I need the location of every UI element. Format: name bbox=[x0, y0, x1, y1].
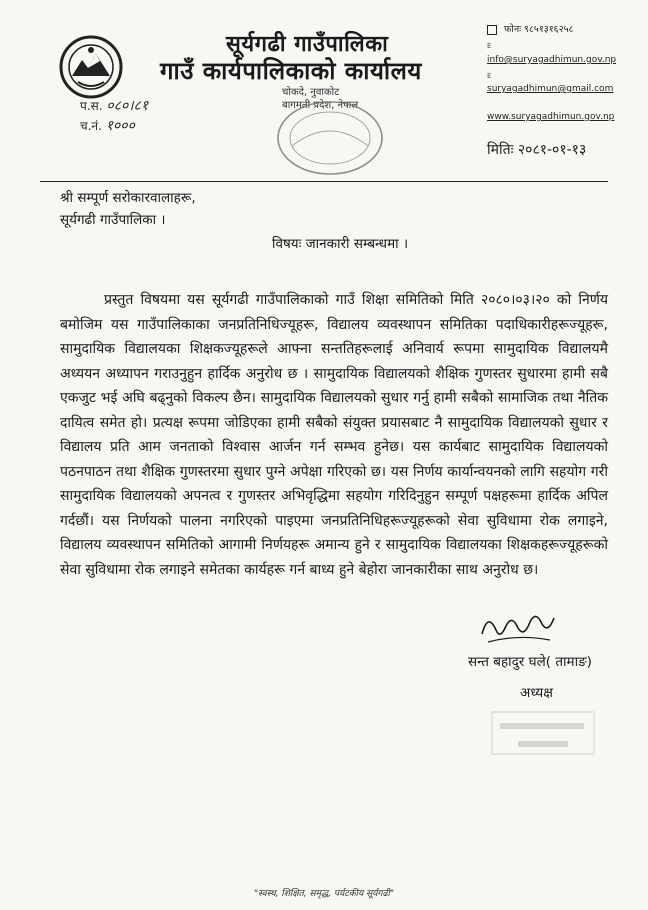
name-seal-stamp bbox=[488, 708, 598, 758]
office-stamp bbox=[270, 96, 390, 180]
gmail-link[interactable]: suryagadhimun@gmail.com bbox=[487, 84, 614, 94]
signatory-title: अध्यक्ष bbox=[520, 685, 553, 701]
municipality-name: सूर्यगढी गाउँपालिका bbox=[226, 32, 389, 57]
email-tag: E bbox=[487, 42, 492, 50]
reference-cn: च.नं. १००० bbox=[80, 118, 135, 134]
recipient-line-1: श्री सम्पूर्ण सरोकारवालाहरू, bbox=[60, 190, 196, 206]
signatory-name: सन्त बहादुर घले( तामाङ) bbox=[468, 654, 592, 670]
phone-contact: फोनः ९८५१३१६२५८ bbox=[487, 22, 573, 35]
header-divider bbox=[40, 181, 608, 182]
letter-body: प्रस्तुत विषयमा यस सूर्यगढी गाउँपालिकाको गाउँ शिक्षा समितिको मिति २०८०।०३।२० को निर्णय बमोजिम यस गाउँपालिकाका जनप्रतिनिधिज्यूहरू, विद्यालय व्यवस्थापन समितिका पदाधिकारीहरूज्यूहरू, सामुदायिक विद्यालयका शिक्षकज्यूहरूले आफ्ना सन्ततिहरूलाई अनिवार्य रूपमा सामुदायिक विद्यालयमै अध्ययन अध्यापन गराउनुहुन हार्दिक अनुरोध छ । सामुदायिक विद्यालयको शैक्षिक गुणस्तर सुधारमा हामी सबै एकजुट भई अघि बढ्नुको विकल्प छैन। सामुदायिक विद्यालयको सुधार गर्नु हामी सबैको सामाजिक तथा नैतिक दायित्व समेत हो। प्रत्यक्ष रूपमा जोडिएका हामी सबैको संयुक्त प्रयासबाट नै सामुदायिक विद्यालयको सुधार र विद्यालय प्रति आम जनताको विश्वास आर्जन गर्न सम्भव हुनेछ। यस कार्यबाट सामुदायिक विद्यालयको पठनपाठन तथा शैक्षिक गुणस्तरमा सुधार पुग्ने अपेक्षा गरिएको छ। यस निर्णय कार्यान्वयनको लागि सहयोग गरी सामुदायिक विद्यालयको अपनत्व र गुणस्तर अभिवृद्धिमा सहयोग गरिदिनुहुन सम्पूर्ण पक्षहरूमा हार्दिक अपिल गर्दछौं। यस निर्णयको पालना नगरिएको पाइएमा जनप्रतिनिधिहरूज्यूहरूको सेवा सुविधामा रोक लगाइने, विद्यालय व्यवस्थापन समितिको आगामी निर्णयहरू अमान्य हुने र सामुदायिक विद्यालयका शिक्षकहरूज्यूहरूको सेवा सुविधामा रोक लगाइने समेतका कार्यहरू गर्न बाध्य हुने बेहोरा जानकारीका साथ अनुरोध छ। bbox=[60, 292, 608, 578]
reference-ps: प.स. ०८०।८१ bbox=[80, 98, 149, 114]
letter-subject: विषयः जानकारी सम्बन्धमा । bbox=[272, 236, 409, 252]
email-link[interactable]: info@suryagadhimun.gov.np bbox=[487, 55, 617, 65]
recipient-line-2: सूर्यगढी गाउँपालिका । bbox=[60, 212, 166, 228]
footer-motto: "स्वस्थ, शिक्षित, समृद्ध, पर्यटकीय सूर्यगढी" bbox=[253, 889, 394, 899]
office-name: गाउँ कार्यपालिकाको कार्यालय bbox=[160, 57, 422, 85]
website-link[interactable]: www.suryagadhimun.gov.np bbox=[487, 112, 615, 122]
handwritten-signature bbox=[478, 604, 558, 650]
letter-date: मितिः २०८१-०१-१३ bbox=[487, 142, 587, 158]
office-address: चोकदे, नुवाकोट बागमती प्रदेश, नेपाल bbox=[282, 87, 359, 111]
government-emblem-icon bbox=[58, 34, 124, 100]
email-tag-2: E bbox=[487, 72, 492, 80]
phone-checkbox-icon bbox=[487, 25, 497, 35]
